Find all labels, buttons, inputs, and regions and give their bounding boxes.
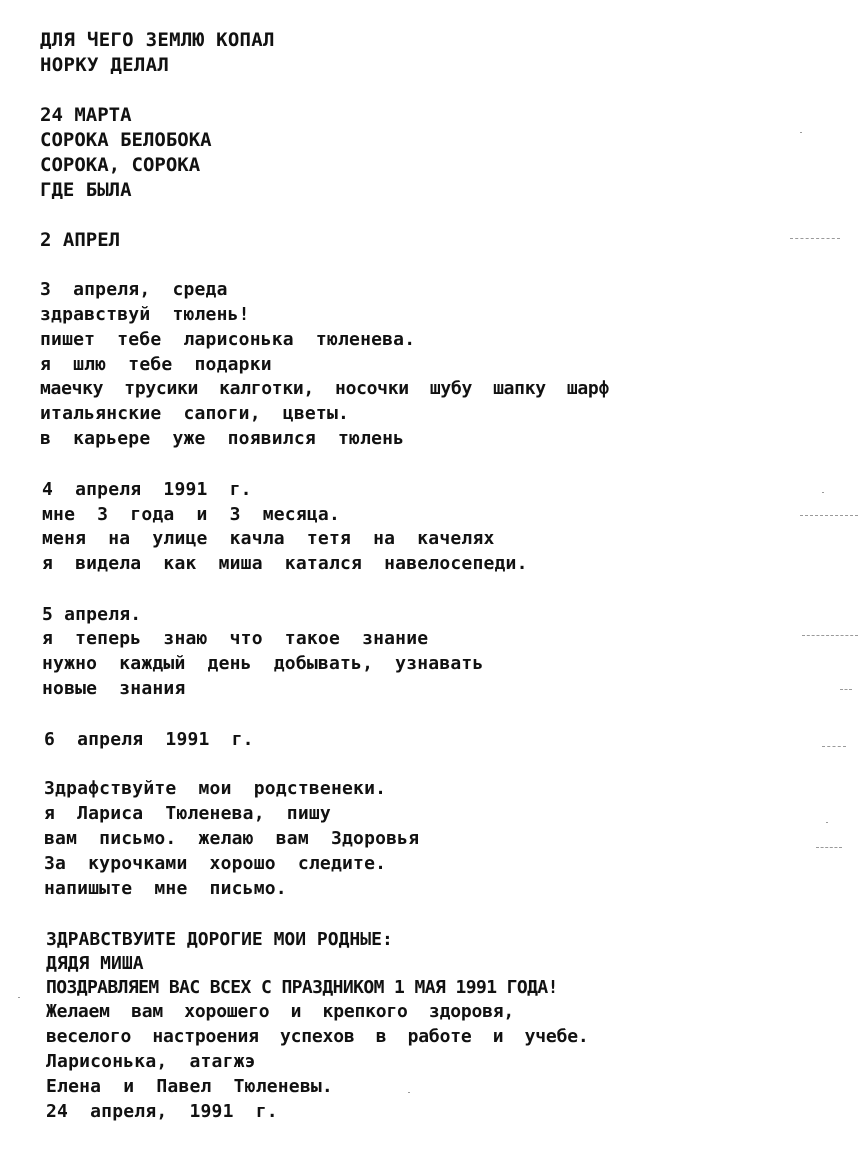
text-line: мне 3 года и 3 месяца. [42,504,340,525]
text-line: ГДЕ БЫЛА [40,179,132,201]
text-line: я видела как миша катался навелосепеди. [42,553,528,574]
text-line: СОРОКА, СОРОКА [40,154,201,176]
text-line: нужно каждый день добывать, узнавать [42,653,484,674]
text-line: новые знания [42,678,186,699]
text-line: За курочками хорошо следите. [44,853,387,874]
scan-speck [800,515,858,517]
scan-speck [822,746,846,748]
scan-speck [800,132,802,133]
text-line: здравствуй тюлень! [40,304,250,325]
scan-speck [18,997,20,998]
scan-speck [790,238,840,240]
text-line: Елена и Павел Тюленевы. [46,1076,333,1097]
text-line: 6 апреля 1991 г. [44,729,254,750]
text-line: Ларисонька, атагжэ [46,1051,256,1072]
text-line: ПОЗДРАВЛЯЕМ ВАС ВСЕХ С ПРАЗДНИКОМ 1 МАЯ 1991 ГОДА! [46,977,558,998]
text-line: 24 апреля, 1991 г. [46,1101,278,1122]
scan-speck [840,689,852,691]
text-line: 24 МАРТА [40,104,132,126]
text-line: веселого настроения успехов в работе и учебе. [46,1026,589,1047]
text-line: я теперь знаю что такое знание [42,628,429,649]
scan-speck [408,1092,410,1093]
text-line: я Лариса Тюленева, пишу [44,803,331,824]
text-line: ДЯДЯ МИША [46,953,144,974]
text-line: НОРКУ ДЕЛАЛ [40,54,170,76]
text-line: 3 апреля, среда [40,279,228,300]
text-line: маечку трусики калготки, носочки шубу шапку шарф [40,378,609,399]
scan-speck [822,492,824,493]
text-line: вам письмо. желаю вам Здоровья [44,828,420,849]
text-line: ЗДРАВСТВУИТЕ ДОРОГИЕ МОИ РОДНЫЕ: [46,929,393,950]
text-line: я шлю тебе подарки [40,354,272,375]
text-line: Желаем вам хорошего и крепкого здоровя, [46,1001,515,1022]
text-line: меня на улице качла тетя на качелях [42,528,495,549]
text-line: в карьере уже появился тюлень [40,428,405,449]
text-line: 2 АПРЕЛ [40,229,121,251]
text-line: напишыте мне письмо. [44,878,287,899]
text-line: 4 апреля 1991 г. [42,479,252,500]
text-line: Здрафствуйте мои родственеки. [44,778,387,799]
scan-speck [802,635,858,637]
scan-speck [816,847,842,849]
text-line: СОРОКА БЕЛОБОКА [40,129,212,151]
text-line: ДЛЯ ЧЕГО ЗЕМЛЮ КОПАЛ [40,29,275,51]
text-line: пишет тебе ларисонька тюленева. [40,329,416,350]
text-line: 5 апреля. [42,604,142,625]
scan-speck [826,822,828,823]
text-line: итальянские сапоги, цветы. [40,403,350,424]
